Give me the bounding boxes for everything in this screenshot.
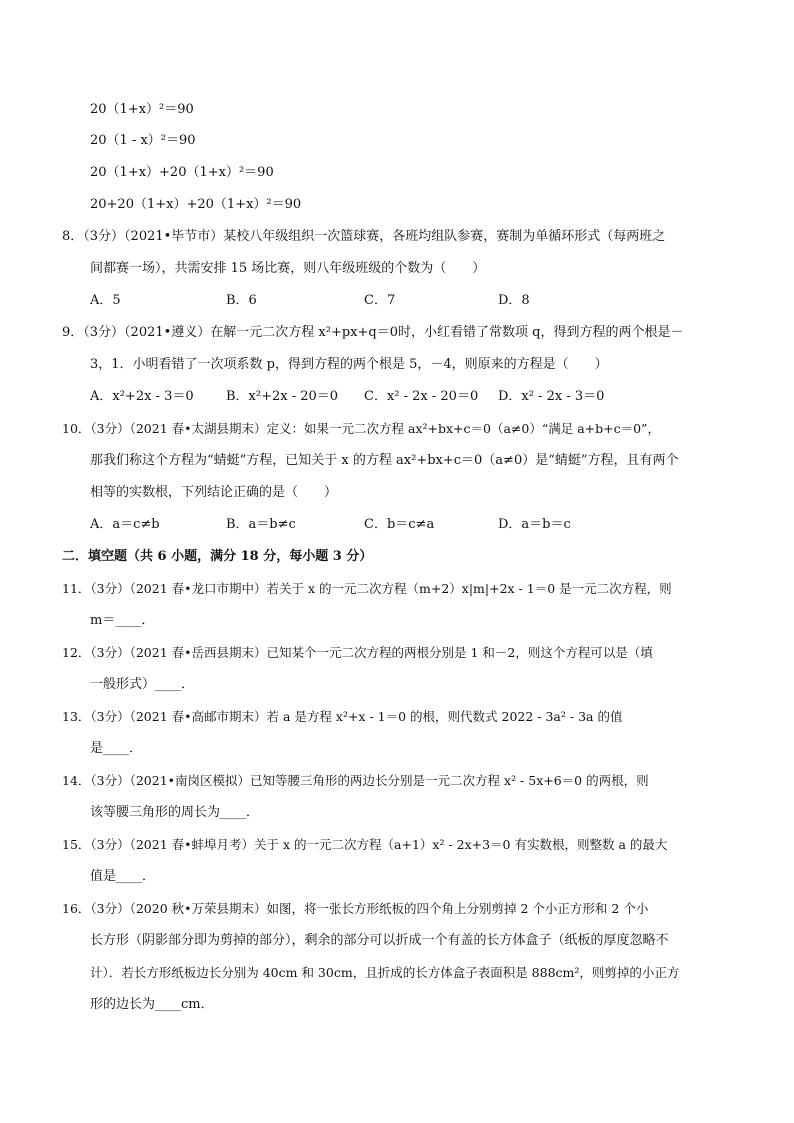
q9-line1: 9．（3分）（2021•遵义）在解一元二次方程 x²+px+q＝0时，小红看错了常数项 q，得到方程的两个根是－ [62,325,684,340]
q10-line2: 那我们称这个方程为“蜻蜓”方程，已知关于 x 的方程 ax²+bx+c＝0（a≠0）是“蜻蜓”方程，且有两个 [90,453,679,468]
q12-line2: 一般形式）____． [90,677,195,692]
q8-line2: 间都赛一场），共需安排 15 场比赛，则八年级班级的个数为（ ） [90,261,486,276]
q16-line3: 计）．若长方形纸板边长分别为 40cm 和 30cm，且折成的长方体盒子表面积是 888cm²，则剪掉的小正方 [90,965,680,980]
q8-option-d: D．8 [498,293,530,308]
q8-option-b: B．6 [226,293,257,308]
q13-line1: 13．（3分）（2021 春•高邮市期末）若 a 是方程 x²+x - 1＝0 的根，则代数式 2022 - 3a² - 3a 的值 [62,709,623,724]
q9-option-b: B．x²+2x - 20＝0 [226,389,339,404]
q14-line1: 14．（3分）（2021•南岗区模拟）已知等腰三角形的两边长分别是一元二次方程 x² - 5x+6＝0 的两根，则 [62,773,649,788]
q15-line2: 值是____． [90,869,156,884]
q10-option-b: B．a＝b≠c [226,517,296,532]
q14-line2: 该等腰三角形的周长为____． [90,805,260,820]
q8-line1: 8．（3分）（2021•毕节市）某校八年级组织一次篮球赛，各班均组队参赛，赛制为单循环形式（每两班之 [62,229,666,244]
q7-option-a: 20（1+x）²＝90 [90,102,194,117]
q10-option-c: C．b＝c≠a [364,517,435,532]
section-title-fill-blank: 二．填空题（共 6 小题，满分 18 分，每小题 3 分） [62,549,373,564]
q7-option-d: 20+20（1+x）+20（1+x）²＝90 [90,197,302,212]
q10-option-a: A．a＝c≠b [90,517,160,532]
q9-option-a: A．x²+2x - 3＝0 [90,389,194,404]
q7-option-b: 20（1 - x）²＝90 [90,133,196,148]
q9-option-c: C．x² - 2x - 20＝0 [364,389,479,404]
q10-line1: 10．（3分）（2021 春•太湖县期末）定义：如果一元二次方程 ax²+bx+c＝0（a≠0）“满足 a+b+c＝0”， [62,421,660,436]
q10-option-d: D．a＝b＝c [498,517,571,532]
q11-line2: m＝____． [90,613,155,628]
q8-option-c: C．7 [364,293,396,308]
q12-line1: 12．（3分）（2021 春•岳西县期末）已知某个一元二次方程的两根分别是 1 和－2，则这个方程可以是（填 [62,645,653,660]
q16-line1: 16．（3分）（2020 秋•万荣县期末）如图，将一张长方形纸板的四个角上分别剪掉 2 个小正方形和 2 个小 [62,901,649,916]
q9-option-d: D．x² - 2x - 3＝0 [498,389,605,404]
q11-line1: 11．（3分）（2021 春•龙口市期中）若关于 x 的一元二次方程（m+2）x|m|+2x - 1＝0 是一元二次方程，则 [62,581,672,596]
q15-line1: 15．（3分）（2021 春•蚌埠月考）关于 x 的一元二次方程（a+1）x² - 2x+3＝0 有实数根，则整数 a 的最大 [62,837,668,852]
q8-option-a: A．5 [90,293,121,308]
q7-option-c: 20（1+x）+20（1+x）²＝90 [90,165,274,180]
q9-line2: 3，1．小明看错了一次项系数 p，得到方程的两个根是 5，－4，则原来的方程是（ ） [90,357,608,372]
q16-line4: 形的边长为____cm． [90,997,214,1012]
q13-line2: 是____． [90,741,143,756]
q10-line3: 相等的实数根，下列结论正确的是（ ） [90,485,338,500]
q16-line2: 长方形（阴影部分即为剪掉的部分），剩余的部分可以折成一个有盖的长方体盒子（纸板的厚度忽略不 [90,933,669,948]
